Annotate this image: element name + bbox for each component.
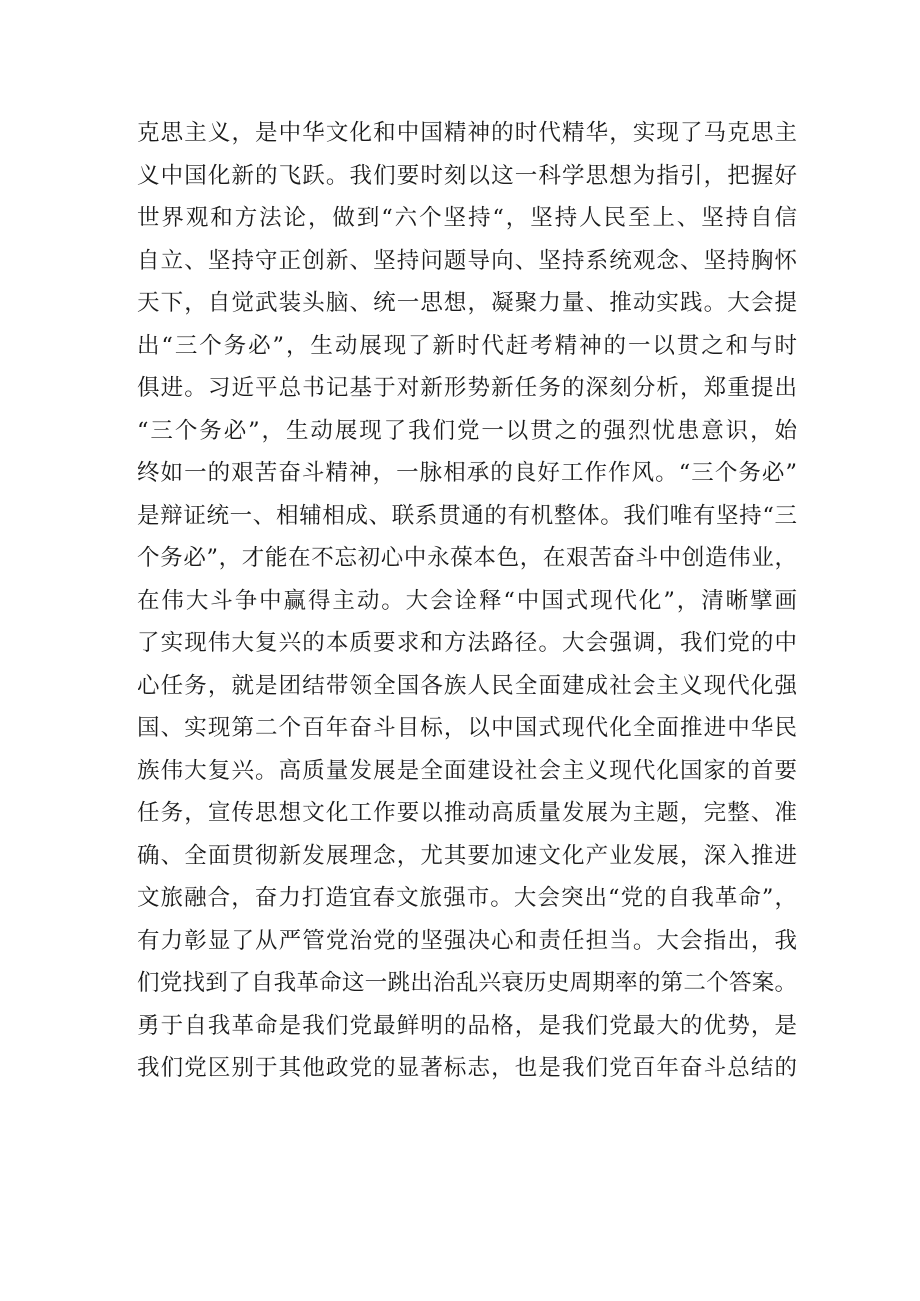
text-line-10: 是辩证统一、相辅相成、联系贯通的有机整体。我们唯有坚持“三 — [137, 502, 797, 529]
text-line-4: 自立、坚持守正创新、坚持问题导向、坚持系统观念、坚持胸怀 — [137, 247, 797, 274]
text-line-22: 勇于自我革命是我们党最鲜明的品格，是我们党最大的优势，是 — [137, 1012, 797, 1039]
text-line-12: 在伟大斗争中赢得主动。大会诠释“中国式现代化”，清晰擘画 — [137, 587, 797, 614]
text-line-19: 文旅融合，奋力打造宜春文旅强市。大会突出“党的自我革命”， — [137, 885, 797, 911]
text-line-5: 天下，自觉武装头脑、统一思想，凝聚力量、推动实践。大会提 — [137, 290, 797, 316]
text-line-1: 克思主义，是中华文化和中国精神的时代精华，实现了马克思主 — [137, 120, 797, 146]
text-line-23: 我们党区别于其他政党的显著标志，也是我们党百年奋斗总结的 — [137, 1055, 797, 1081]
text-line-15: 国、实现第二个百年奋斗目标，以中国式现代化全面推进中华民 — [137, 715, 797, 741]
text-line-18: 确、全面贯彻新发展理念，尤其要加速文化产业发展，深入推进 — [137, 842, 797, 869]
text-line-6: 出“三个务必”，生动展现了新时代赶考精神的一以贯之和与时 — [137, 332, 797, 359]
text-line-21: 们党找到了自我革命这一跳出治乱兴衰历史周期率的第二个答案。 — [137, 970, 797, 996]
text-line-16: 族伟大复兴。高质量发展是全面建设社会主义现代化国家的首要 — [137, 757, 797, 784]
body-paragraph — [137, 112, 797, 1090]
text-line-7: 俱进。习近平总书记基于对新形势新任务的深刻分析，郑重提出 — [137, 375, 797, 401]
text-line-3: 世界观和方法论，做到“六个坚持“，坚持人民至上、坚持自信 — [137, 205, 797, 231]
text-line-17: 任务，宣传思想文化工作要以推动高质量发展为主题，完整、准 — [137, 800, 797, 826]
text-line-2: 义中国化新的飞跃。我们要时刻以这一科学思想为指引，把握好 — [137, 162, 797, 189]
text-line-9: 终如一的艰苦奋斗精神，一脉相承的良好工作作风。“三个务必” — [137, 460, 797, 486]
text-line-11: 个务必”，才能在不忘初心中永葆本色，在艰苦奋斗中创造伟业， — [137, 545, 797, 571]
text-line-14: 心任务，就是团结带领全国各族人民全面建成社会主义现代化强 — [137, 672, 797, 699]
text-line-13: 了实现伟大复兴的本质要求和方法路径。大会强调，我们党的中 — [137, 630, 797, 656]
text-line-8: “三个务必”，生动展现了我们党一以贯之的强烈忧患意识，始 — [137, 417, 797, 444]
text-line-20: 有力彰显了从严管党治党的坚强决心和责任担当。大会指出，我 — [137, 927, 797, 954]
